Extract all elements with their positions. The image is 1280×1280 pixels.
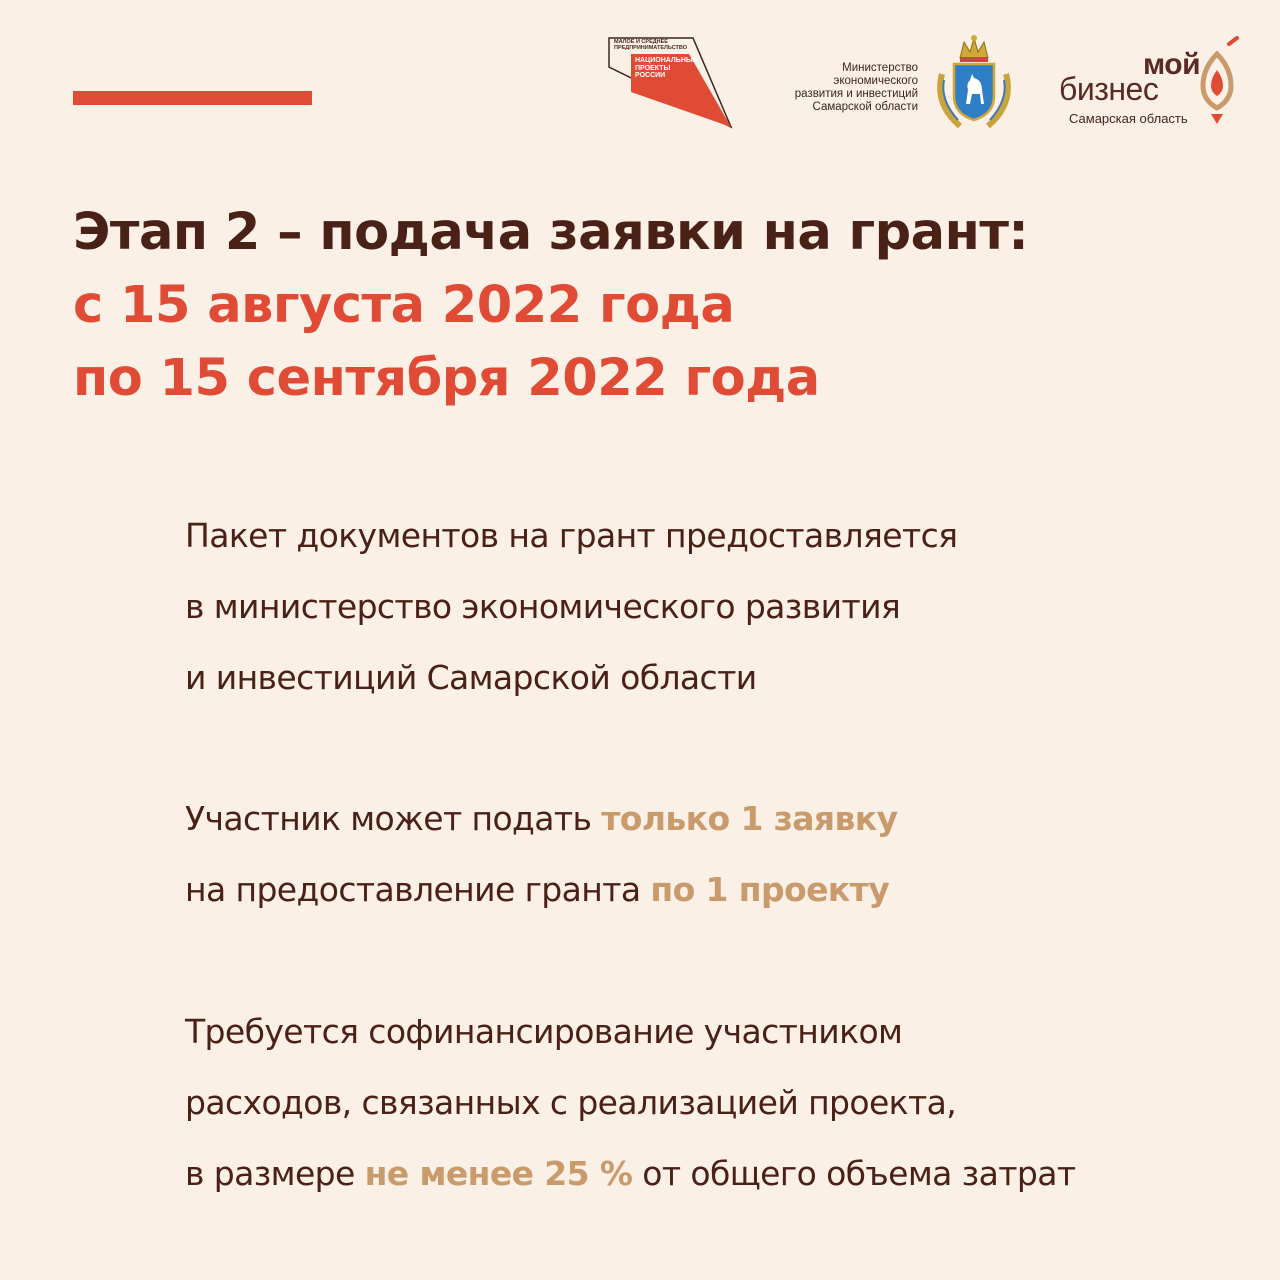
national-projects-title: НАЦИОНАЛЬНЫЕ ПРОЕКТЫ РОССИИ [635, 57, 698, 79]
text-line: и инвестиций Самарской области [185, 658, 757, 697]
national-projects-small-text: МАЛОЕ И СРЕДНЕЕ ПРЕДПРИНИМАТЕЛЬСТВО [614, 39, 687, 51]
accent-bar [73, 91, 312, 105]
paragraph-documents [185, 500, 1245, 713]
my-business-logo [1057, 50, 1247, 130]
headline-date-from: с 15 августа 2022 года [73, 276, 735, 335]
ministry-line: экономического [833, 75, 918, 87]
highlight-percentage: не менее 25 % [364, 1154, 633, 1193]
headline-date-to: по 15 сентября 2022 года [73, 349, 820, 408]
ministry-line: развития и инвестиций [794, 88, 918, 100]
text-line [185, 854, 1245, 925]
national-projects-logo [607, 37, 733, 129]
my-business-word1: мой [1143, 48, 1201, 81]
headline [73, 196, 1223, 415]
text-line [185, 783, 1245, 854]
highlight-one-application: только 1 заявку [601, 799, 898, 838]
ministry-line: Министерство [842, 62, 918, 74]
text-segment: Участник может подать [185, 799, 602, 838]
text-line: Пакет документов на грант предоставляется [185, 516, 958, 555]
paragraph-application-limit [185, 783, 1245, 925]
rocket-pin-icon [1197, 34, 1245, 126]
ministry-name [770, 62, 918, 114]
text-line: в министерство экономического развития [185, 587, 901, 626]
text-line [185, 1138, 1245, 1209]
text-line: расходов, связанных с реализацией проекта, [185, 1083, 957, 1122]
headline-title: Этап 2 – подача заявки на грант: [73, 203, 1029, 262]
coat-of-arms-icon [930, 34, 1018, 132]
ministry-line: Самарской области [812, 101, 918, 113]
my-business-region: Самарская область [1069, 111, 1188, 126]
paragraph-cofinancing [185, 996, 1245, 1209]
my-business-word2: бизнес [1059, 71, 1159, 107]
text-segment: в размере [185, 1154, 365, 1193]
text-segment: на предоставление гранта [185, 870, 651, 909]
text-line: Требуется софинансирование участником [185, 1012, 903, 1051]
text-segment: от общего объема затрат [632, 1154, 1076, 1193]
highlight-one-project: по 1 проекту [650, 870, 890, 909]
